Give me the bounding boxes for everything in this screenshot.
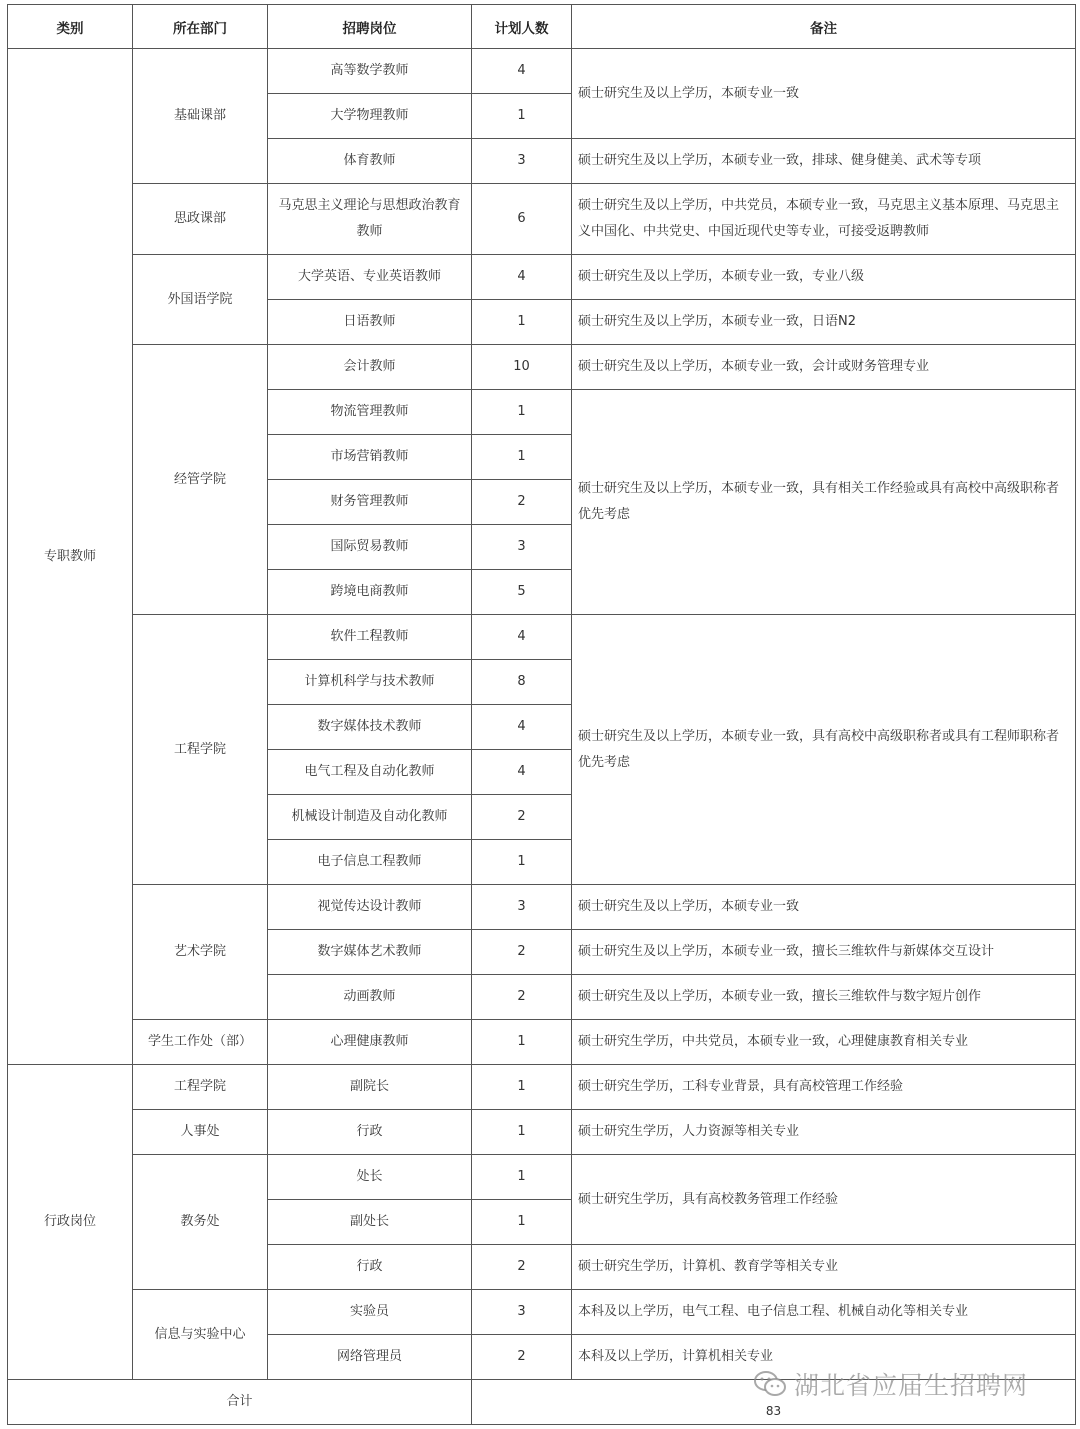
note-cell: 硕士研究生及以上学历，本硕专业一致，擅长三维软件与数字短片创作 bbox=[572, 975, 1076, 1020]
header-position: 招聘岗位 bbox=[268, 5, 472, 49]
department-cell: 教务处 bbox=[133, 1155, 268, 1290]
count-cell: 1 bbox=[472, 1200, 572, 1245]
department-cell: 基础课部 bbox=[133, 49, 268, 184]
note-cell: 本科及以上学历，电气工程、电子信息工程、机械自动化等相关专业 bbox=[572, 1290, 1076, 1335]
department-cell: 学生工作处（部） bbox=[133, 1020, 268, 1065]
position-cell: 电气工程及自动化教师 bbox=[268, 750, 472, 795]
department-cell: 工程学院 bbox=[133, 615, 268, 885]
note-cell: 硕士研究生及以上学历，本硕专业一致 bbox=[572, 885, 1076, 930]
count-cell: 1 bbox=[472, 1110, 572, 1155]
note-cell: 硕士研究生及以上学历，本硕专业一致，擅长三维软件与新媒体交互设计 bbox=[572, 930, 1076, 975]
position-cell: 处长 bbox=[268, 1155, 472, 1200]
note-cell: 硕士研究生学历，计算机、教育学等相关专业 bbox=[572, 1245, 1076, 1290]
table-row bbox=[8, 49, 1076, 94]
table-row bbox=[8, 1065, 1076, 1110]
department-cell: 工程学院 bbox=[133, 1065, 268, 1110]
header-row bbox=[8, 5, 1076, 49]
note-cell: 硕士研究生学历，中共党员，本硕专业一致，心理健康教育相关专业 bbox=[572, 1020, 1076, 1065]
note-cell: 硕士研究生学历，具有高校教务管理工作经验 bbox=[572, 1155, 1076, 1245]
note-cell: 硕士研究生及以上学历，本硕专业一致，日语N2 bbox=[572, 300, 1076, 345]
position-cell: 数字媒体艺术教师 bbox=[268, 930, 472, 975]
table-row bbox=[8, 1155, 1076, 1200]
position-cell: 电子信息工程教师 bbox=[268, 840, 472, 885]
position-cell: 视觉传达设计教师 bbox=[268, 885, 472, 930]
position-cell: 马克思主义理论与思想政治教育教师 bbox=[268, 184, 472, 255]
count-cell: 2 bbox=[472, 795, 572, 840]
count-cell: 1 bbox=[472, 1020, 572, 1065]
position-cell: 国际贸易教师 bbox=[268, 525, 472, 570]
position-cell: 体育教师 bbox=[268, 139, 472, 184]
count-cell: 3 bbox=[472, 525, 572, 570]
wechat-icon bbox=[752, 1369, 788, 1399]
position-cell: 大学英语、专业英语教师 bbox=[268, 255, 472, 300]
header-notes: 备注 bbox=[572, 5, 1076, 49]
table-row bbox=[8, 1020, 1076, 1065]
position-cell: 计算机科学与技术教师 bbox=[268, 660, 472, 705]
header-category: 类别 bbox=[8, 5, 133, 49]
total-count: 83 bbox=[472, 1380, 1076, 1425]
count-cell: 1 bbox=[472, 1065, 572, 1110]
watermark bbox=[752, 1366, 1028, 1402]
count-cell: 1 bbox=[472, 840, 572, 885]
note-cell: 硕士研究生及以上学历，本硕专业一致 bbox=[572, 49, 1076, 139]
total-label: 合计 bbox=[8, 1380, 472, 1425]
note-cell: 硕士研究生及以上学历，本硕专业一致，具有高校中高级职称者或具有工程师职称者优先考虑 bbox=[572, 615, 1076, 885]
table-row bbox=[8, 345, 1076, 390]
department-cell: 经管学院 bbox=[133, 345, 268, 615]
header-department: 所在部门 bbox=[133, 5, 268, 49]
position-cell: 行政 bbox=[268, 1245, 472, 1290]
count-cell: 1 bbox=[472, 300, 572, 345]
position-cell: 机械设计制造及自动化教师 bbox=[268, 795, 472, 840]
category-cell: 专职教师 bbox=[8, 49, 133, 1065]
table-row bbox=[8, 885, 1076, 930]
note-cell: 硕士研究生及以上学历，中共党员，本硕专业一致，马克思主义基本原理、马克思主义中国化、中共党史、中国近现代史等专业，可接受返聘教师 bbox=[572, 184, 1076, 255]
count-cell: 1 bbox=[472, 435, 572, 480]
count-cell: 3 bbox=[472, 1290, 572, 1335]
position-cell: 财务管理教师 bbox=[268, 480, 472, 525]
note-cell: 硕士研究生及以上学历，本硕专业一致，具有相关工作经验或具有高校中高级职称者优先考虑 bbox=[572, 390, 1076, 615]
count-cell: 5 bbox=[472, 570, 572, 615]
position-cell: 会计教师 bbox=[268, 345, 472, 390]
note-cell: 硕士研究生及以上学历，本硕专业一致，排球、健身健美、武术等专项 bbox=[572, 139, 1076, 184]
count-cell: 1 bbox=[472, 94, 572, 139]
position-cell: 动画教师 bbox=[268, 975, 472, 1020]
count-cell: 2 bbox=[472, 1335, 572, 1380]
count-cell: 4 bbox=[472, 750, 572, 795]
count-cell: 4 bbox=[472, 49, 572, 94]
category-cell: 行政岗位 bbox=[8, 1065, 133, 1380]
note-cell: 本科及以上学历，计算机相关专业 bbox=[572, 1335, 1076, 1380]
department-cell: 信息与实验中心 bbox=[133, 1290, 268, 1380]
count-cell: 4 bbox=[472, 255, 572, 300]
table-row bbox=[8, 615, 1076, 660]
position-cell: 跨境电商教师 bbox=[268, 570, 472, 615]
position-cell: 市场营销教师 bbox=[268, 435, 472, 480]
count-cell: 1 bbox=[472, 1155, 572, 1200]
count-cell: 8 bbox=[472, 660, 572, 705]
department-cell: 外国语学院 bbox=[133, 255, 268, 345]
count-cell: 2 bbox=[472, 975, 572, 1020]
department-cell: 人事处 bbox=[133, 1110, 268, 1155]
position-cell: 心理健康教师 bbox=[268, 1020, 472, 1065]
count-cell: 2 bbox=[472, 930, 572, 975]
position-cell: 高等数学教师 bbox=[268, 49, 472, 94]
department-cell: 思政课部 bbox=[133, 184, 268, 255]
position-cell: 副院长 bbox=[268, 1065, 472, 1110]
count-cell: 10 bbox=[472, 345, 572, 390]
count-cell: 2 bbox=[472, 480, 572, 525]
position-cell: 实验员 bbox=[268, 1290, 472, 1335]
table-row bbox=[8, 255, 1076, 300]
watermark-text: 湖北省应届生招聘网 bbox=[794, 1371, 1029, 1400]
position-cell: 数字媒体技术教师 bbox=[268, 705, 472, 750]
table-row bbox=[8, 1290, 1076, 1335]
recruitment-table bbox=[7, 4, 1076, 1425]
count-cell: 6 bbox=[472, 184, 572, 255]
count-cell: 2 bbox=[472, 1245, 572, 1290]
note-cell: 硕士研究生及以上学历，本硕专业一致，会计或财务管理专业 bbox=[572, 345, 1076, 390]
position-cell: 网络管理员 bbox=[268, 1335, 472, 1380]
count-cell: 1 bbox=[472, 390, 572, 435]
department-cell: 艺术学院 bbox=[133, 885, 268, 1020]
position-cell: 软件工程教师 bbox=[268, 615, 472, 660]
position-cell: 副处长 bbox=[268, 1200, 472, 1245]
count-cell: 3 bbox=[472, 139, 572, 184]
table-row bbox=[8, 184, 1076, 255]
note-cell: 硕士研究生学历，人力资源等相关专业 bbox=[572, 1110, 1076, 1155]
note-cell: 硕士研究生学历，工科专业背景，具有高校管理工作经验 bbox=[572, 1065, 1076, 1110]
count-cell: 4 bbox=[472, 705, 572, 750]
note-cell: 硕士研究生及以上学历，本硕专业一致，专业八级 bbox=[572, 255, 1076, 300]
count-cell: 3 bbox=[472, 885, 572, 930]
position-cell: 日语教师 bbox=[268, 300, 472, 345]
table-row bbox=[8, 1110, 1076, 1155]
header-count: 计划人数 bbox=[472, 5, 572, 49]
position-cell: 大学物理教师 bbox=[268, 94, 472, 139]
position-cell: 物流管理教师 bbox=[268, 390, 472, 435]
position-cell: 行政 bbox=[268, 1110, 472, 1155]
count-cell: 4 bbox=[472, 615, 572, 660]
